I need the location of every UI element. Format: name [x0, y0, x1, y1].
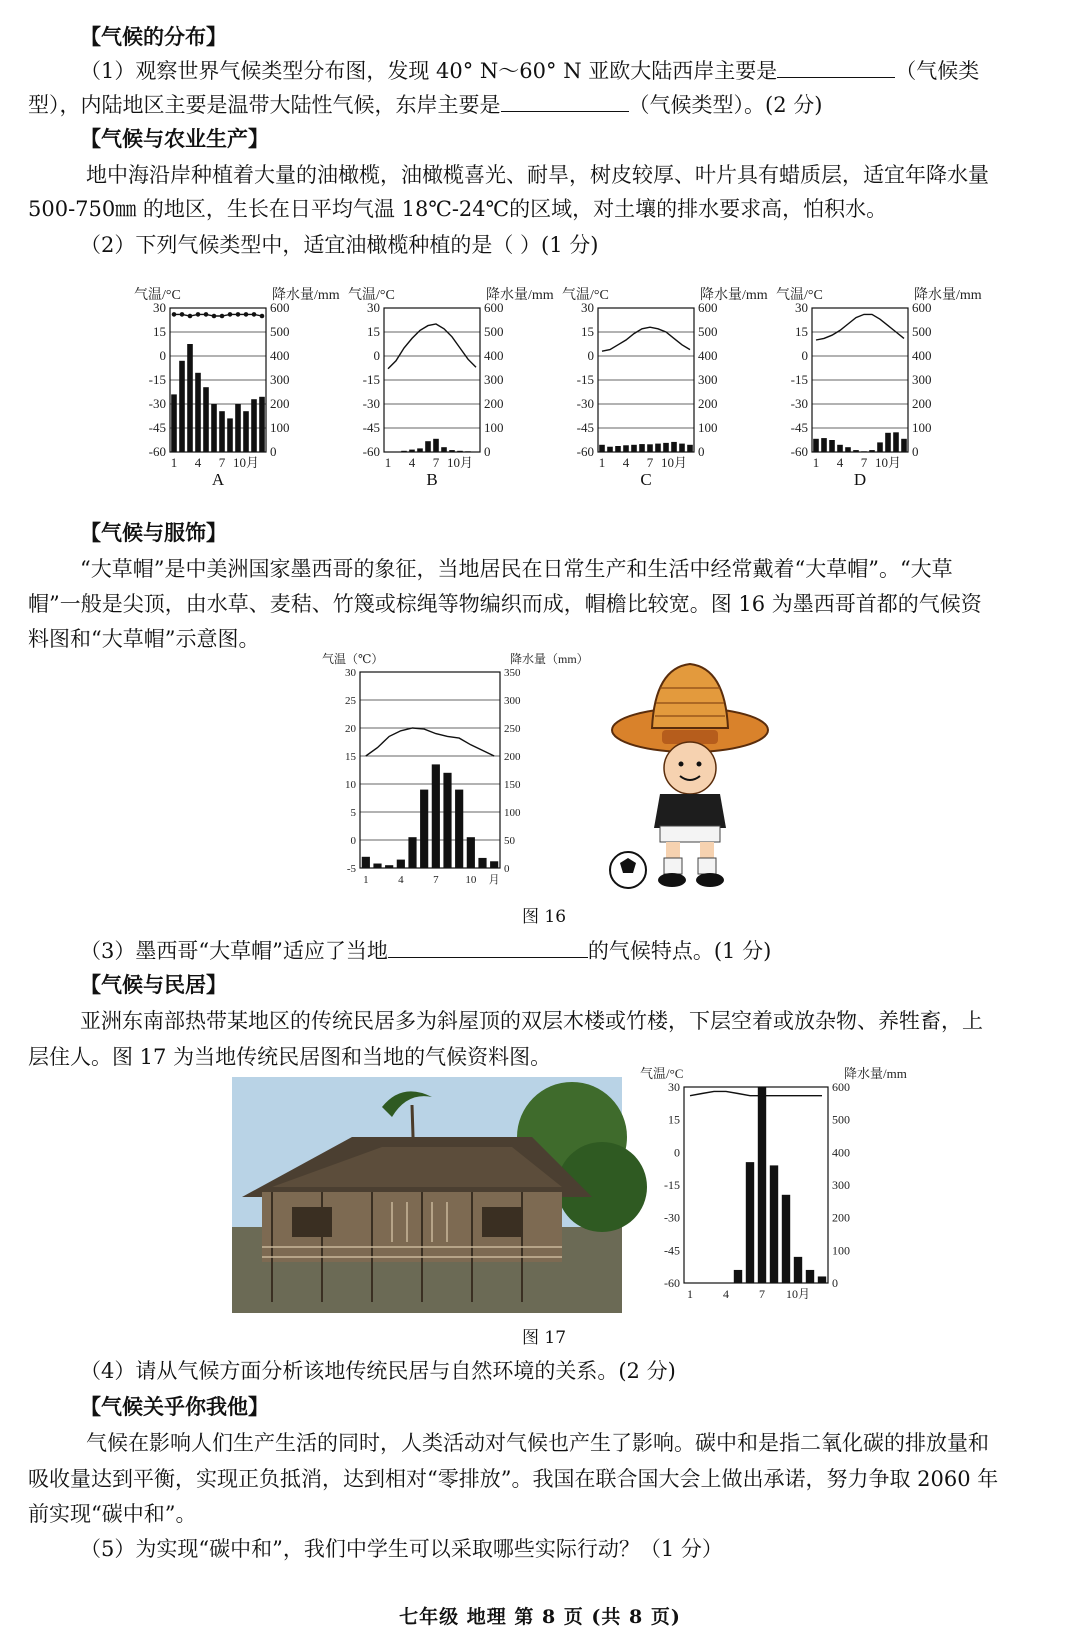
- precip-bar: [655, 444, 661, 452]
- precip-bar: [417, 448, 423, 452]
- climate-chart-figure-17: [640, 1065, 907, 1317]
- page-footer: 七年级 地理 第 8 页 (共 8 页): [399, 1606, 681, 1628]
- temp-tick-label: 30: [668, 1080, 680, 1094]
- precip-bar: [235, 404, 241, 452]
- temp-axis-label: 气温/°C: [640, 1066, 684, 1081]
- precip-bar: [813, 439, 819, 452]
- temp-tick-label: -30: [148, 396, 166, 411]
- temperature-point: [188, 314, 193, 319]
- precip-bar: [837, 445, 843, 452]
- temp-tick-label: -60: [790, 444, 808, 459]
- temperature-line: [690, 1091, 822, 1095]
- temp-tick-label: -30: [664, 1210, 680, 1225]
- temperature-point: [212, 314, 217, 319]
- sombrero-mascot-illustration: [600, 658, 780, 898]
- precip-tick-label: 300: [484, 372, 504, 387]
- precip-tick-label: 600: [698, 300, 718, 315]
- precip-bar: [806, 1270, 814, 1283]
- section-heading-climate-clothing: 【气候与服饰】: [80, 520, 227, 545]
- q1-text-d: （气候类型）。(2 分): [628, 93, 823, 117]
- temperature-line: [388, 324, 476, 369]
- paragraph-carbon-2: 吸收量达到平衡，实现正负抵消，达到相对“零排放”。我国在联合国大会上做出承诺，努力争取 2060 年: [28, 1467, 999, 1491]
- stilt-house-photo: [232, 1077, 622, 1313]
- precip-bar: [467, 837, 475, 868]
- precip-tick-label: 100: [270, 420, 290, 435]
- precip-bar: [607, 447, 613, 452]
- temp-tick-label: -15: [664, 1178, 680, 1192]
- paragraph-olive-2: 500-750㎜ 的地区，生长在日平均气温 18℃-24℃的区域，对土壤的排水要求高，怕积水。: [28, 197, 888, 221]
- precip-bar: [243, 411, 249, 452]
- precip-tick-label: 300: [698, 372, 718, 387]
- precip-tick-label: 200: [832, 1210, 850, 1225]
- temperature-point: [228, 312, 233, 317]
- temp-tick-label: 0: [674, 1145, 680, 1160]
- precip-tick-label: 200: [484, 396, 504, 411]
- precip-tick-label: 350: [504, 667, 521, 679]
- precip-bar: [408, 837, 416, 868]
- precip-tick-label: 200: [912, 396, 932, 411]
- temp-tick-label: 15: [153, 324, 166, 339]
- temp-tick-label: 30: [345, 667, 356, 679]
- precip-bar: [259, 397, 265, 452]
- temp-tick-label: 25: [345, 695, 356, 707]
- month-tick-label: 10月: [232, 455, 260, 470]
- paragraph-carbon-3: 前实现“碳中和”。: [28, 1502, 197, 1526]
- precip-tick-label: 300: [912, 372, 932, 387]
- precip-tick-label: 100: [912, 420, 932, 435]
- precip-tick-label: 600: [912, 300, 932, 315]
- precip-bar: [829, 440, 835, 452]
- precip-tick-label: 400: [912, 348, 932, 363]
- precip-tick-label: 150: [504, 779, 521, 791]
- precip-tick-label: 100: [832, 1243, 850, 1258]
- figure-16-caption: 图 16: [522, 907, 567, 927]
- precip-tick-label: 0: [698, 444, 705, 459]
- temp-tick-label: 0: [801, 348, 808, 363]
- precip-bar: [409, 450, 415, 452]
- temperature-point: [196, 312, 201, 317]
- precip-bar: [623, 445, 629, 452]
- q3-text-a: （3）墨西哥“大草帽”适应了当地: [80, 939, 388, 963]
- temperature-point: [236, 312, 241, 317]
- paragraph-olive-1: 地中海沿岸种植着大量的油橄榄，油橄榄喜光、耐旱，树皮较厚、叶片具有蜡质层，适宜年降水量: [86, 163, 989, 187]
- temperature-line: [174, 314, 262, 316]
- temp-tick-label: -45: [790, 420, 808, 435]
- temperature-line: [602, 327, 690, 351]
- month-tick-label: 7: [759, 1287, 765, 1301]
- precip-bar: [227, 418, 233, 452]
- precip-tick-label: 0: [270, 444, 277, 459]
- month-tick-label: 4: [723, 1287, 729, 1301]
- temperature-point: [204, 312, 209, 317]
- temp-tick-label: -30: [362, 396, 380, 411]
- q1-text-c: 型），内陆地区主要是温带大陆性气候，东岸主要是: [28, 93, 501, 117]
- precip-bar: [746, 1162, 754, 1283]
- temp-tick-label: 10: [345, 779, 356, 791]
- precip-bar: [734, 1270, 742, 1283]
- temp-tick-label: -45: [148, 420, 166, 435]
- month-tick-label: 4: [398, 874, 404, 886]
- precip-bar: [433, 439, 439, 452]
- temp-tick-label: -45: [576, 420, 594, 435]
- precip-bar: [443, 773, 451, 868]
- chart-title: C: [640, 470, 652, 489]
- precip-bar: [211, 404, 217, 452]
- temp-tick-label: 15: [668, 1112, 680, 1127]
- precip-tick-label: 600: [270, 300, 290, 315]
- precip-tick-label: 0: [504, 863, 510, 875]
- temp-tick-label: -30: [576, 396, 594, 411]
- month-tick-label: 10月: [874, 455, 902, 470]
- precip-bar: [219, 411, 225, 452]
- q1-text-a: （1）观察世界气候类型分布图，发现 40° N～60° N 亚欧大陆西岸主要是: [80, 59, 778, 83]
- precip-axis-label: 降水量/mm: [486, 288, 554, 303]
- temp-tick-label: 5: [350, 807, 356, 819]
- precip-tick-label: 300: [270, 372, 290, 387]
- q1-text-b: （气候类: [895, 59, 980, 83]
- precip-axis-label: 降水量/mm: [844, 1066, 907, 1081]
- precip-bar: [861, 451, 867, 452]
- plot-frame: [684, 1087, 828, 1283]
- precip-tick-label: 600: [832, 1080, 850, 1094]
- precip-bar: [449, 450, 455, 452]
- month-tick-label: 月: [488, 874, 500, 886]
- precip-tick-label: 250: [504, 723, 521, 735]
- precip-bar: [599, 445, 605, 452]
- temperature-point: [180, 312, 185, 317]
- paragraph-carbon-1: 气候在影响人们生产生活的同时，人类活动对气候也产生了影响。碳中和是指二氧化碳的排放量和: [86, 1431, 989, 1455]
- precip-tick-label: 200: [270, 396, 290, 411]
- temperature-point: [172, 312, 177, 317]
- precip-bar: [853, 450, 859, 452]
- temp-axis-label: 气温（℃）: [322, 652, 384, 666]
- precip-tick-label: 400: [484, 348, 504, 363]
- precip-bar: [490, 861, 498, 868]
- question-2: （2）下列气候类型中，适宜油橄榄种植的是（ ）(1 分): [80, 233, 599, 257]
- month-tick-label: 7: [433, 874, 439, 886]
- precip-bar: [195, 373, 201, 452]
- precip-bar: [441, 447, 447, 452]
- precip-bar: [758, 1087, 766, 1283]
- month-tick-label: 4: [836, 455, 844, 470]
- temp-axis-label: 气温/°C: [562, 288, 609, 303]
- temperature-point: [252, 312, 257, 317]
- precip-bar: [770, 1165, 778, 1283]
- month-tick-label: 10月: [785, 1287, 811, 1301]
- temp-tick-label: 20: [345, 723, 356, 735]
- precip-bar: [615, 446, 621, 452]
- chart-title: A: [211, 470, 225, 489]
- temp-tick-label: 0: [350, 835, 356, 847]
- precip-tick-label: 500: [484, 324, 504, 339]
- precip-axis-label: 降水量/mm: [700, 288, 768, 303]
- month-tick-label: 1: [598, 455, 606, 470]
- temp-axis-label: 气温/°C: [134, 288, 181, 303]
- precip-bar: [877, 442, 883, 452]
- question-3: [80, 934, 771, 968]
- precip-tick-label: 400: [832, 1145, 850, 1160]
- precip-bar: [465, 451, 471, 452]
- precip-bar: [647, 444, 653, 452]
- precip-bar: [203, 387, 209, 452]
- temp-tick-label: -45: [664, 1243, 680, 1258]
- precip-bar: [171, 394, 177, 452]
- precip-bar: [794, 1257, 802, 1283]
- precip-tick-label: 0: [912, 444, 919, 459]
- temp-tick-label: 15: [345, 751, 356, 763]
- precip-bar: [373, 864, 381, 868]
- temp-tick-label: 0: [587, 348, 594, 363]
- precip-bar: [187, 344, 193, 452]
- paragraph-sombrero-3: 料图和“大草帽”示意图。: [28, 627, 260, 651]
- precip-tick-label: 50: [504, 835, 515, 847]
- month-tick-label: 1: [363, 874, 369, 886]
- month-tick-label: 1: [384, 455, 392, 470]
- month-tick-label: 7: [646, 455, 654, 470]
- paragraph-housing-1: 亚洲东南部热带某地区的传统民居多为斜屋顶的双层木楼或竹楼，下层空着或放杂物、养牲畜，上: [80, 1009, 983, 1033]
- climate-chart-figure-16: [300, 650, 589, 900]
- precip-bar: [818, 1276, 826, 1283]
- paragraph-housing-2: 层住人。图 17 为当地传统民居图和当地的气候资料图。: [28, 1045, 552, 1069]
- chart-title: D: [853, 470, 867, 489]
- precip-bar: [869, 450, 875, 452]
- section-heading-climate-distribution: 【气候的分布】: [80, 24, 227, 49]
- precip-axis-label: 降水量/mm: [272, 288, 340, 303]
- section-heading-climate-agriculture: 【气候与农业生产】: [80, 126, 269, 151]
- precip-bar: [639, 444, 645, 452]
- temp-tick-label: 30: [153, 300, 166, 315]
- precip-tick-label: 500: [832, 1112, 850, 1127]
- temp-tick-label: 15: [367, 324, 380, 339]
- precip-bar: [385, 865, 393, 868]
- precip-tick-label: 200: [504, 751, 521, 763]
- section-heading-climate-housing: 【气候与民居】: [80, 972, 227, 997]
- precip-bar: [885, 433, 891, 452]
- plot-frame: [360, 672, 500, 868]
- temp-tick-label: 30: [367, 300, 380, 315]
- month-tick-label: 4: [408, 455, 416, 470]
- precip-bar: [401, 451, 407, 452]
- precip-bar: [821, 438, 827, 452]
- precip-tick-label: 300: [504, 695, 521, 707]
- month-tick-label: 1: [170, 455, 178, 470]
- precip-axis-label: 降水量（mm）: [510, 652, 589, 666]
- month-tick-label: 4: [194, 455, 202, 470]
- precip-bar: [455, 790, 463, 868]
- temp-tick-label: -60: [148, 444, 166, 459]
- temp-tick-label: 0: [159, 348, 166, 363]
- temp-tick-label: -45: [362, 420, 380, 435]
- month-tick-label: 10: [465, 874, 477, 886]
- precip-tick-label: 500: [912, 324, 932, 339]
- precip-bar: [663, 443, 669, 452]
- temp-tick-label: 30: [581, 300, 594, 315]
- precip-tick-label: 500: [698, 324, 718, 339]
- precip-bar: [679, 444, 685, 452]
- temp-tick-label: -60: [362, 444, 380, 459]
- precip-bar: [845, 447, 851, 452]
- paragraph-sombrero-2: 帽”一般是尖顶，由水草、麦秸、竹篾或棕绳等物编织而成，帽檐比较宽。图 16 为墨西哥首都的气候资: [28, 592, 982, 616]
- precip-bar: [251, 399, 257, 452]
- temperature-point: [244, 312, 249, 317]
- precip-bar: [671, 442, 677, 452]
- month-tick-label: 1: [687, 1287, 693, 1301]
- precip-bar: [478, 858, 486, 868]
- temp-tick-label: 0: [373, 348, 380, 363]
- answer-blank-3[interactable]: [388, 935, 588, 958]
- question-4: （4）请从气候方面分析该地传统民居与自然环境的关系。(2 分): [80, 1359, 676, 1383]
- month-tick-label: 1: [812, 455, 820, 470]
- precip-tick-label: 400: [270, 348, 290, 363]
- precip-bar: [782, 1195, 790, 1283]
- temp-tick-label: -15: [576, 372, 594, 387]
- precip-tick-label: 600: [484, 300, 504, 315]
- precip-bar: [420, 790, 428, 868]
- precip-tick-label: 0: [484, 444, 491, 459]
- temp-tick-label: 15: [795, 324, 808, 339]
- paragraph-sombrero-1: “大草帽”是中美洲国家墨西哥的象征，当地居民在日常生产和生活中经常戴着“大草帽”。“大草: [80, 557, 953, 581]
- q3-text-b: 的气候特点。(1 分): [587, 939, 772, 963]
- temp-tick-label: 15: [581, 324, 594, 339]
- temp-tick-label: -15: [362, 372, 380, 387]
- precip-bar: [901, 439, 907, 452]
- month-tick-label: 7: [432, 455, 440, 470]
- precip-bar: [425, 441, 431, 452]
- temp-tick-label: -15: [148, 372, 166, 387]
- month-tick-label: 10月: [446, 455, 474, 470]
- month-tick-label: 4: [622, 455, 630, 470]
- temp-tick-label: 30: [795, 300, 808, 315]
- precip-tick-label: 100: [504, 807, 521, 819]
- precip-bar: [687, 445, 693, 452]
- precip-tick-label: 100: [484, 420, 504, 435]
- figure-17-caption: 图 17: [522, 1328, 567, 1348]
- temp-axis-label: 气温/°C: [776, 288, 823, 303]
- temp-tick-label: -60: [664, 1276, 680, 1290]
- temperature-line: [816, 314, 904, 340]
- temp-tick-label: -15: [790, 372, 808, 387]
- climate-charts-abcd: [0, 0, 1080, 500]
- chart-title: B: [426, 470, 438, 489]
- temperature-point: [220, 314, 225, 319]
- precip-bar: [432, 764, 440, 868]
- month-tick-label: 10月: [660, 455, 688, 470]
- month-tick-label: 7: [860, 455, 868, 470]
- precip-tick-label: 100: [698, 420, 718, 435]
- precip-bar: [631, 445, 637, 452]
- precip-bar: [893, 432, 899, 452]
- temperature-line: [366, 728, 494, 756]
- precip-bar: [457, 451, 463, 452]
- temp-tick-label: -30: [790, 396, 808, 411]
- precip-tick-label: 200: [698, 396, 718, 411]
- temp-tick-label: -5: [346, 863, 356, 875]
- precip-bar: [362, 857, 370, 868]
- month-tick-label: 7: [218, 455, 226, 470]
- temperature-point: [260, 314, 265, 319]
- precip-tick-label: 400: [698, 348, 718, 363]
- precip-tick-label: 500: [270, 324, 290, 339]
- temp-tick-label: -60: [576, 444, 594, 459]
- question-5: （5）为实现“碳中和”，我们中学生可以采取哪些实际行动？（1 分）: [80, 1537, 723, 1561]
- precip-tick-label: 300: [832, 1178, 850, 1192]
- precip-bar: [179, 361, 185, 452]
- precip-tick-label: 0: [832, 1276, 838, 1290]
- section-heading-climate-everyone: 【气候关乎你我他】: [80, 1394, 269, 1419]
- precip-bar: [397, 860, 405, 868]
- temp-axis-label: 气温/°C: [348, 288, 395, 303]
- precip-axis-label: 降水量/mm: [914, 288, 982, 303]
